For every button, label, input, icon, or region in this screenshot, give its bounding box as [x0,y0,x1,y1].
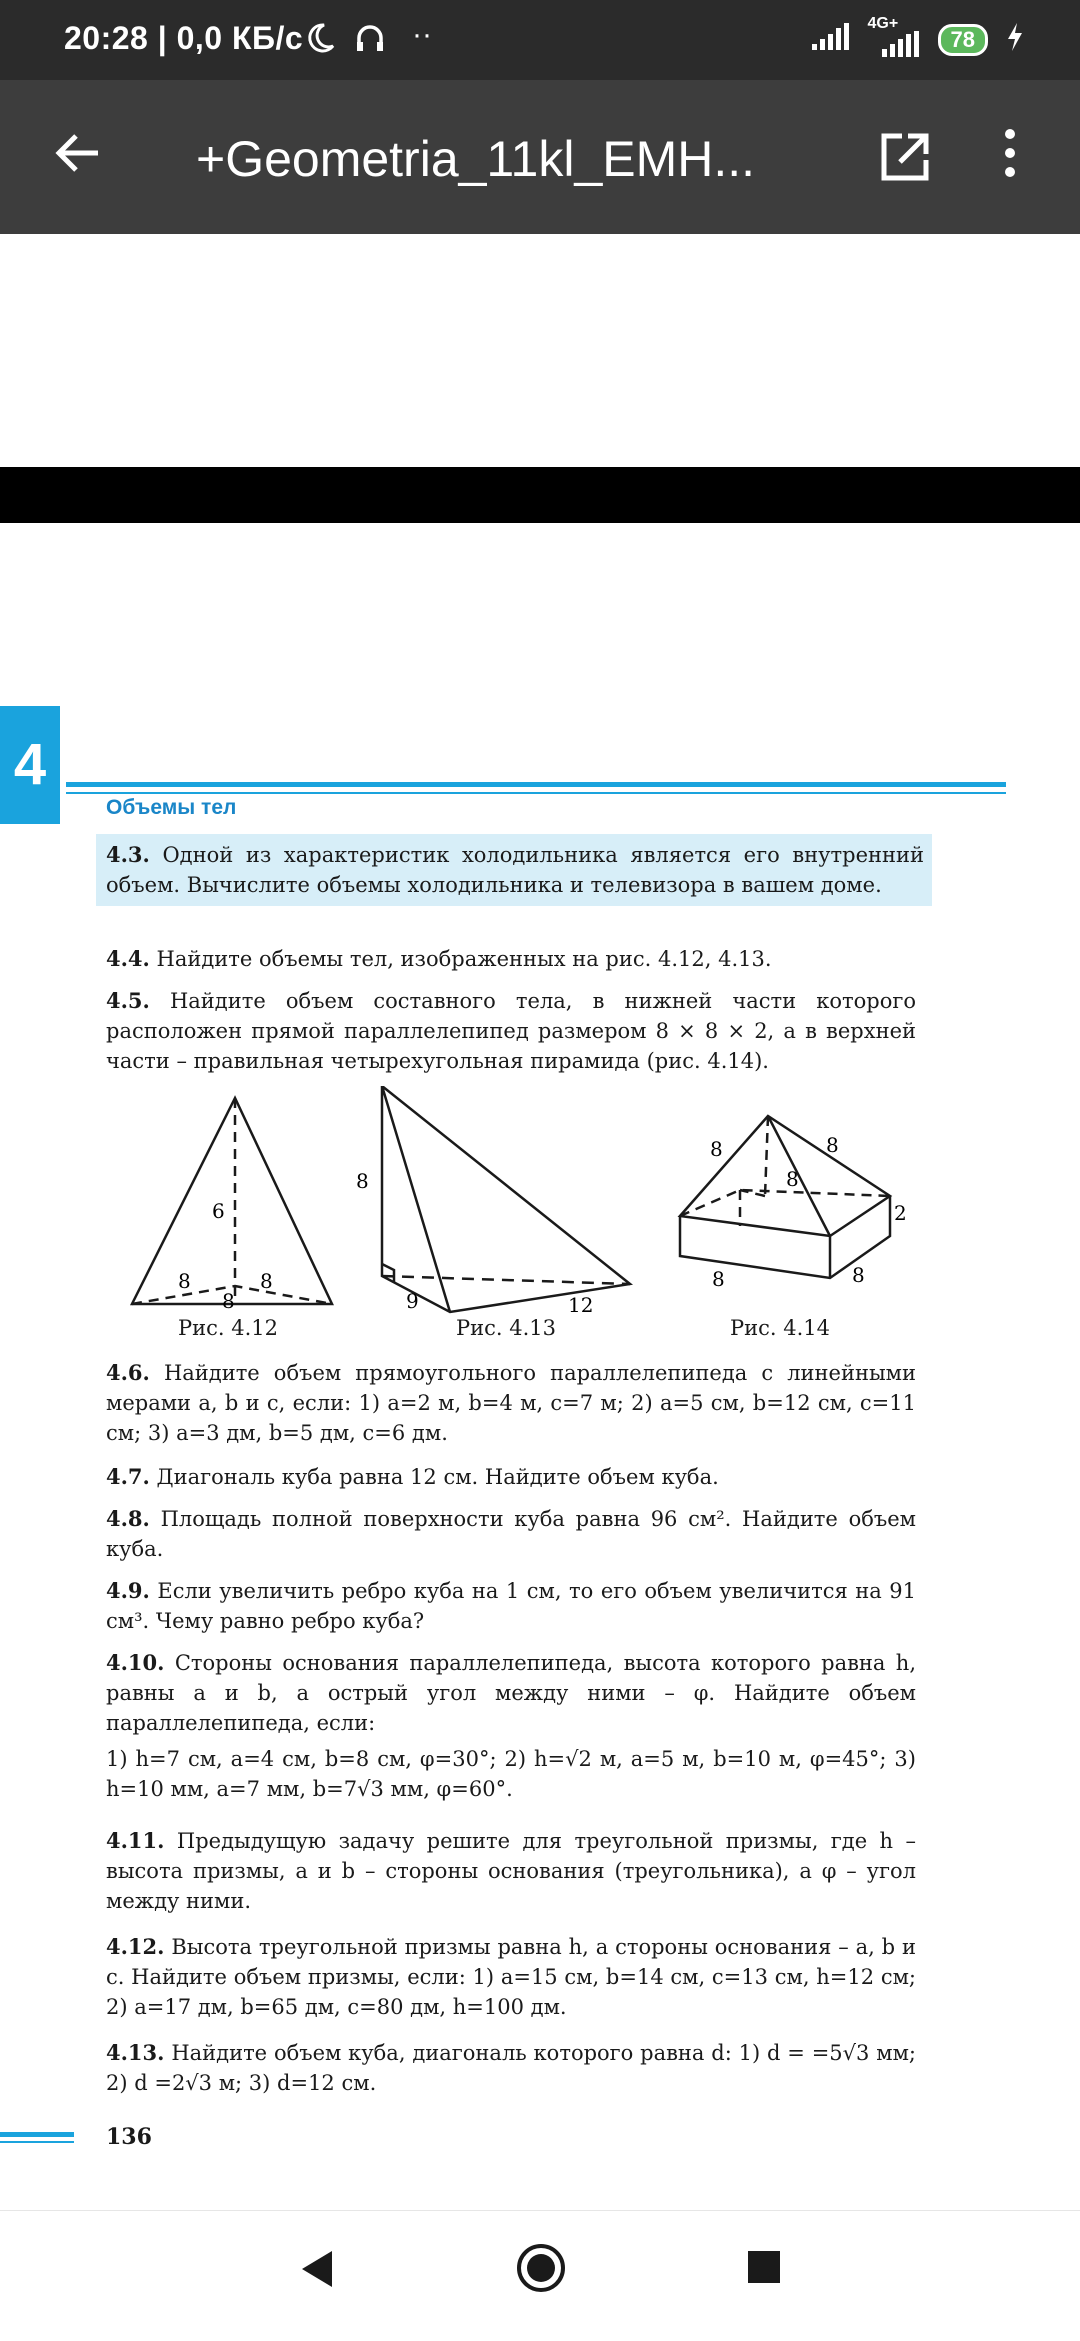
fig-4-14-label: 8 [826,1133,839,1157]
problem-text: Площадь полной поверхности куба равна 96 см². Найдите объем куба. [106,1507,916,1561]
problem-4-10 [106,1648,916,1804]
fig-4-14-label: 8 [852,1263,865,1287]
problem-4-13 [106,2038,916,2098]
status-bar [0,0,1080,80]
section-tab: 4 [0,706,60,824]
problem-number: 4.11. [106,1828,165,1853]
caption-4-13: Рис. 4.13 [456,1316,556,1340]
problem-4-11 [106,1826,916,1916]
network-type [867,14,920,57]
footer-rule-thin [0,2141,74,2143]
fig-4-14-label: 2 [894,1201,907,1225]
home-nav-icon[interactable] [514,2241,568,2299]
problem-number: 4.12. [106,1934,165,1959]
header-rule-thin [66,792,1006,794]
fig-4-14-label: 8 [712,1267,725,1291]
more-options-icon[interactable] [1004,128,1016,183]
figures [120,1086,940,1316]
status-time: 20:28 | 0,0 КБ/с [64,20,304,56]
fig-4-12-label: 8 [222,1289,235,1313]
fig-4-14-label: 8 [786,1167,799,1191]
problem-number: 4.7. [106,1464,150,1489]
more-notifications-icon: ·· [412,18,432,51]
problem-4-8 [106,1504,916,1564]
problem-4-4 [106,944,916,974]
back-arrow-icon[interactable] [52,128,102,183]
problem-number: 4.13. [106,2040,165,2065]
problem-text: Высота треугольной призмы равна h, а стороны основания – a, b и c. Найдите объем призмы, если: 1) a=15 см, b=14 см, c=13 см, h=12 см; 2) a=17 дм, b=65 дм, c=80 дм, h=100 дм. [106,1935,916,2019]
problem-text: Если увеличить ребро куба на 1 см, то его объем увеличится на 91 см³. Чему равно ребро куба? [106,1579,916,1633]
problem-4-3 [96,834,932,906]
signal-icon [810,22,850,57]
system-nav-bar [0,2210,1080,2341]
problem-text: Найдите объем составного тела, в нижней части которого расположен прямой параллелепипед размером 8 × 8 × 2, а в верхней части – правильная четырехугольная пирамида (рис. 4.14). [106,989,916,1073]
problem-number: 4.8. [106,1506,150,1531]
fig-4-13-label: 9 [406,1289,419,1313]
back-nav-icon[interactable] [296,2247,336,2295]
header-rule [66,782,1006,787]
problem-number: 4.5. [106,988,150,1013]
problem-number: 4.9. [106,1578,150,1603]
moon-icon [306,22,336,59]
page-separator [0,467,1080,523]
problem-number: 4.3. [106,842,150,867]
problem-number: 4.6. [106,1360,150,1385]
footer-rule [0,2132,74,2137]
fig-4-12-label: 8 [178,1269,191,1293]
problem-4-12 [106,1932,916,2022]
recents-nav-icon[interactable] [744,2247,784,2291]
app-bar [0,80,1080,234]
problem-text: Одной из характеристик холодильника является его внутренний объем. Вычислите объемы холодильника и телевизора в вашем доме. [106,843,924,897]
chapter-title: Объемы тел [106,796,237,819]
problem-text: Предыдущую задачу решите для треугольной призмы, где h – высота призмы, a и b – стороны основания (треугольника), а φ – угол между ними. [106,1829,916,1913]
page-number: 136 [106,2124,152,2150]
caption-4-14: Рис. 4.14 [730,1316,830,1340]
figure-4-12 [132,1098,332,1304]
fig-4-13-label: 8 [356,1169,369,1193]
caption-4-12: Рис. 4.12 [178,1316,278,1340]
problem-4-7 [106,1462,916,1492]
fig-4-13-label: 12 [568,1293,594,1316]
fig-4-14-label: 8 [710,1137,723,1161]
problem-4-5 [106,986,916,1076]
headphones-icon [354,22,386,59]
charging-icon [1006,22,1024,57]
problem-number: 4.10. [106,1650,165,1675]
problem-text: Диагональ куба равна 12 см. Найдите объем куба. [156,1465,719,1489]
document-title: +Geometria_11kl_EMH... [196,131,756,187]
figure-4-13 [382,1086,630,1312]
battery-indicator: 78 [938,24,988,56]
problem-cases: 1) h=7 см, a=4 см, b=8 см, φ=30°; 2) h=√2 м, a=5 м, b=10 м, φ=45°; 3) h=10 мм, a=7 мм, b=7√3 мм, φ=60°. [106,1747,916,1801]
problem-number: 4.4. [106,946,150,971]
problem-4-9 [106,1576,916,1636]
problem-text: Стороны основания параллелепипеда, высота которого равна h, равны a и b, а острый угол между ними – φ. Найдите объем параллелепипеда, если: [106,1651,917,1735]
problem-4-6 [106,1358,916,1448]
network-label: 4G+ [867,14,899,32]
open-external-icon[interactable] [878,130,932,189]
problem-text: Найдите объемы тел, изображенных на рис. 4.12, 4.13. [156,947,772,971]
fig-4-12-label: 8 [260,1269,273,1293]
fig-4-12-label: 6 [212,1199,225,1223]
problem-text: Найдите объем куба, диагональ которого равна d: 1) d = =5√3 мм; 2) d =2√3 м; 3) d=12 см. [106,2041,916,2095]
problem-text: Найдите объем прямоугольного параллелепипеда с линейными мерами a, b и c, если: 1) a=2 м, b=4 м, c=7 м; 2) a=5 см, b=12 см, c=11 см; 3) a=3 дм, b=5 дм, c=6 дм. [106,1361,916,1445]
